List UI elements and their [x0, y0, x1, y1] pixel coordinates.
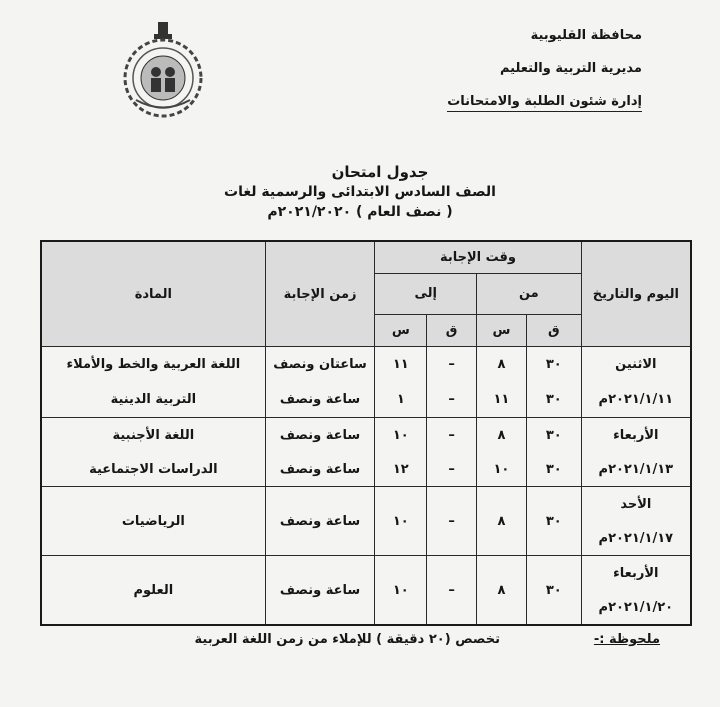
government-seal-icon	[118, 20, 208, 120]
subject: اللغة الأجنبية	[112, 427, 195, 443]
table-row	[41, 556, 691, 625]
duration: ساعة ونصف	[279, 392, 361, 408]
governorate-line: محافظة القليوبية	[530, 28, 642, 43]
department-line: إدارة شئون الطلبة والامتحانات	[447, 94, 642, 112]
directorate-line: مديرية التربية والتعليم	[499, 61, 642, 76]
from-hours: ١١	[493, 392, 510, 408]
duration: ساعة ونصف	[265, 487, 375, 556]
header-to-hours: س	[375, 314, 427, 347]
day-name: الأربعاء	[613, 427, 659, 443]
subject: التربية الدينية	[110, 392, 197, 408]
subject: العلوم	[41, 556, 265, 625]
table-row	[41, 347, 691, 418]
header-day-date: اليوم والتاريخ	[581, 241, 691, 347]
subject: اللغة العربية والخط والأملاء	[66, 357, 241, 373]
duration: ساعة ونصف	[279, 427, 361, 443]
exam-schedule-table	[40, 240, 692, 626]
table-row	[41, 487, 691, 556]
header-row-1	[41, 241, 691, 274]
subject: الرياضيات	[41, 487, 265, 556]
to-minutes: –	[427, 556, 477, 625]
duration: ساعة ونصف	[265, 556, 375, 625]
to-hours: ١	[396, 392, 405, 408]
from-hours: ١٠	[493, 461, 510, 477]
duration: ساعة ونصف	[279, 461, 361, 477]
from-hours: ٨	[477, 487, 527, 556]
header-subject: المادة	[41, 241, 265, 347]
header-to: إلى	[375, 274, 477, 315]
schedule-title: جدول امتحان	[331, 163, 429, 181]
from-minutes: ٣٠	[545, 357, 562, 373]
title-block	[0, 162, 720, 222]
day-date: ٢٠٢١/١/١٣م	[598, 461, 674, 477]
header-from-hours: س	[477, 314, 527, 347]
from-minutes: ٣٠	[545, 461, 562, 477]
header-from-minutes: ق	[526, 314, 581, 347]
to-minutes: –	[427, 487, 477, 556]
from-minutes: ٣٠	[526, 487, 581, 556]
to-minutes: –	[448, 427, 455, 443]
day-date: ٢٠٢١/١/١٧م	[598, 530, 674, 546]
to-hours: ١٢	[392, 461, 409, 477]
header-block	[382, 28, 642, 130]
to-hours: ١٠	[375, 487, 427, 556]
note-label: ملحوظة :-	[593, 632, 660, 647]
day-date: ٢٠٢١/١/١١م	[598, 392, 674, 408]
header-to-minutes: ق	[427, 314, 477, 347]
day-name: الأحد	[620, 496, 652, 512]
from-minutes: ٣٠	[545, 392, 562, 408]
to-hours: ١٠	[375, 556, 427, 625]
table-row	[41, 418, 691, 487]
to-minutes: –	[448, 357, 455, 373]
header-answer-time: وقت الإجابة	[375, 241, 581, 274]
from-hours: ٨	[477, 556, 527, 625]
header-duration: زمن الإجابة	[265, 241, 375, 347]
day-name: الاثنين	[615, 357, 657, 373]
to-minutes: –	[448, 461, 455, 477]
grade-title: الصف السادس الابتدائى والرسمية لغات	[224, 184, 496, 200]
from-minutes: ٣٠	[526, 556, 581, 625]
day-date: ٢٠٢١/١/٢٠م	[598, 599, 674, 615]
note-text: تخصص (٢٠ دقيقة ) للإملاء من زمن اللغة العربية	[194, 632, 500, 647]
to-minutes: –	[448, 392, 455, 408]
duration: ساعتان ونصف	[273, 357, 367, 373]
from-minutes: ٣٠	[545, 427, 562, 443]
term-title: ( نصف العام ) ٢٠٢١/٢٠٢٠م	[267, 204, 453, 220]
subject: الدراسات الاجتماعية	[89, 461, 218, 477]
day-name: الأربعاء	[613, 565, 659, 581]
from-hours: ٨	[497, 427, 506, 443]
header-from: من	[477, 274, 582, 315]
to-hours: ١١	[392, 357, 409, 373]
from-hours: ٨	[497, 357, 506, 373]
to-hours: ١٠	[392, 427, 409, 443]
